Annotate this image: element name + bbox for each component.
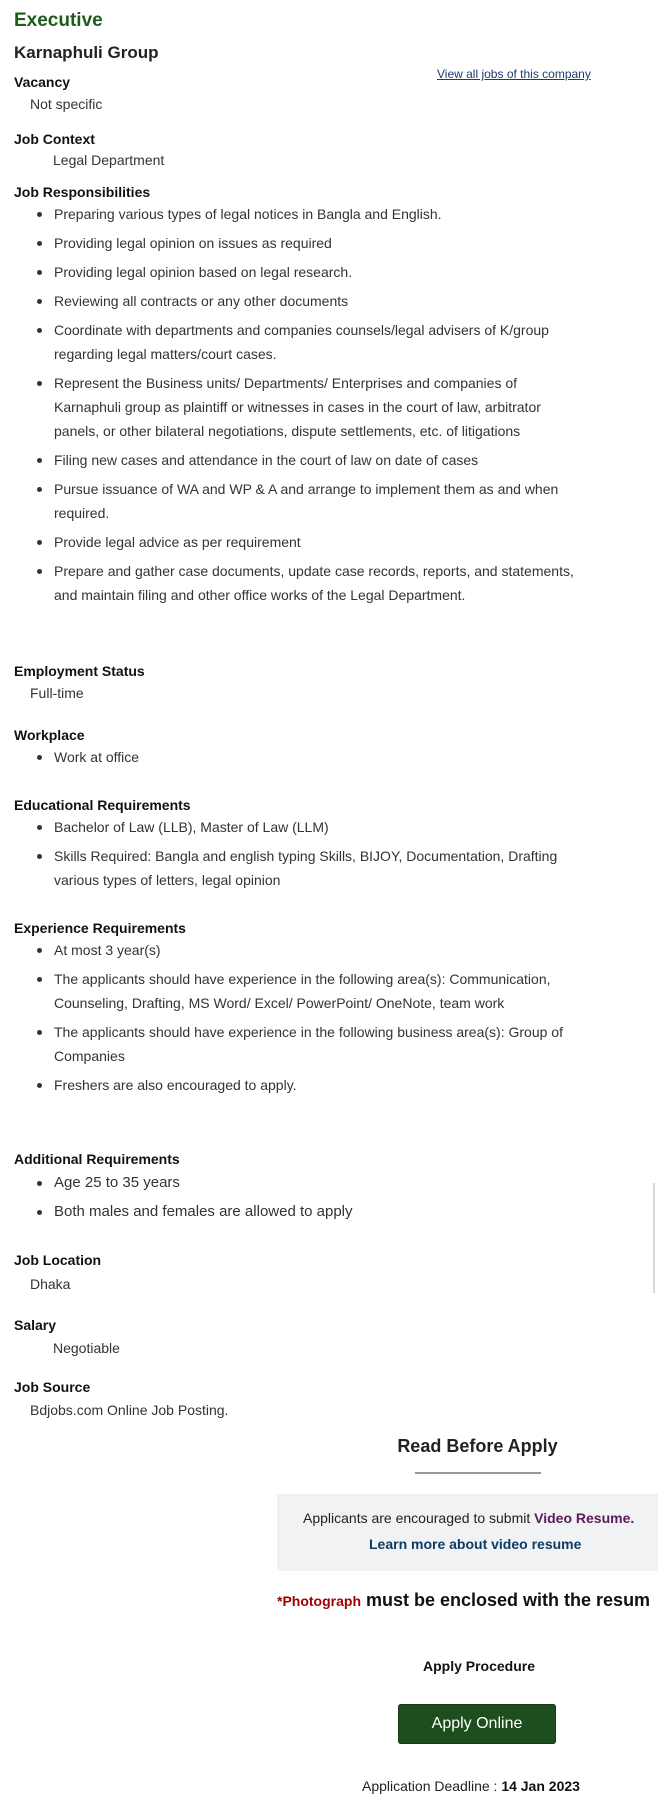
additional-heading: Additional Requirements [14, 1151, 180, 1167]
read-before-apply-title: Read Before Apply [397, 1436, 558, 1456]
deadline-value: 14 Jan 2023 [501, 1778, 580, 1794]
responsibilities-heading: Job Responsibilities [14, 184, 151, 200]
list-item: Reviewing all contracts or any other documents [14, 289, 584, 313]
video-resume-box [277, 1494, 658, 1571]
list-item: Provide legal advice as per requirement [14, 530, 584, 554]
list-item: Freshers are also encouraged to apply. [14, 1073, 584, 1097]
list-item: Represent the Business units/ Departments/ Enterprises and companies of Karnaphuli group as plaintiff or witnesses in cases in the court of law, arbitrator panels, or other bilateral negotiations, dispute settlements, etc. of litigations [14, 371, 584, 443]
list-item: Preparing various types of legal notices in Bangla and English. [14, 202, 584, 226]
job-source-value: Bdjobs.com Online Job Posting. [30, 1402, 229, 1418]
apply-online-button[interactable]: Apply Online [398, 1704, 556, 1744]
video-resume-text [303, 1510, 634, 1526]
list-item: At most 3 year(s) [14, 938, 584, 962]
apply-procedure-title: Apply Procedure [422, 1658, 536, 1674]
salary-heading: Salary [14, 1317, 57, 1333]
photograph-text: must be enclosed with the resum [361, 1590, 651, 1610]
list-item: Skills Required: Bangla and english typing Skills, BIJOY, Documentation, Drafting various types of letters, legal opinion [14, 844, 584, 892]
education-heading: Educational Requirements [14, 797, 191, 813]
responsibilities-list [14, 202, 584, 612]
video-resume-prompt: Applicants are encouraged to submit [303, 1510, 535, 1526]
vacancy-heading: Vacancy [14, 74, 71, 90]
list-item: The applicants should have experience in the following business area(s): Group of Companies [14, 1020, 584, 1068]
deadline-label: Application Deadline : [362, 1778, 502, 1794]
view-all-jobs-link[interactable]: View all jobs of this company [437, 67, 591, 81]
job-source-heading: Job Source [14, 1379, 91, 1395]
video-resume-strong: Video Resume. [534, 1510, 635, 1526]
employment-status-value: Full-time [30, 685, 84, 701]
list-item: Age 25 to 35 years [14, 1171, 584, 1195]
list-item: Prepare and gather case documents, update case records, reports, and statements, and maintain filing and other office works of the Legal Department. [14, 559, 584, 607]
list-item: Bachelor of Law (LLB), Master of Law (LLM) [14, 815, 584, 839]
scroll-indicator[interactable] [653, 1183, 655, 1293]
list-item: The applicants should have experience in the following area(s): Communication, Counseling, Drafting, MS Word/ Excel/ PowerPoint/ OneNote, team work [14, 967, 584, 1015]
list-item: Work at office [14, 745, 584, 769]
employment-status-heading: Employment Status [14, 663, 145, 679]
list-item: Providing legal opinion on issues as required [14, 231, 584, 255]
list-item: Coordinate with departments and companies counsels/legal advisers of K/group regarding legal matters/court cases. [14, 318, 584, 366]
job-context-heading: Job Context [14, 131, 95, 147]
list-item: Filing new cases and attendance in the court of law on date of cases [14, 448, 584, 472]
workplace-heading: Workplace [14, 727, 85, 743]
education-list [14, 815, 584, 897]
photograph-notice [277, 1590, 650, 1611]
job-title: Executive [14, 10, 103, 31]
photograph-label: *Photograph [277, 1593, 361, 1609]
salary-value: Negotiable [53, 1340, 120, 1356]
additional-list [14, 1171, 584, 1229]
vacancy-value: Not specific [30, 96, 103, 112]
job-context-value: Legal Department [53, 152, 165, 168]
experience-list [14, 938, 584, 1102]
list-item: Providing legal opinion based on legal research. [14, 260, 584, 284]
title-divider [415, 1472, 541, 1474]
list-item: Pursue issuance of WA and WP & A and arrange to implement them as and when required. [14, 477, 584, 525]
workplace-list [14, 745, 584, 774]
job-location-value: Dhaka [30, 1276, 71, 1292]
job-location-heading: Job Location [14, 1252, 102, 1268]
company-name: Karnaphuli Group [14, 43, 159, 62]
experience-heading: Experience Requirements [14, 920, 186, 936]
list-item: Both males and females are allowed to apply [14, 1200, 584, 1224]
application-deadline [362, 1778, 580, 1794]
video-resume-learn-more-link[interactable]: Learn more about video resume [369, 1536, 582, 1552]
